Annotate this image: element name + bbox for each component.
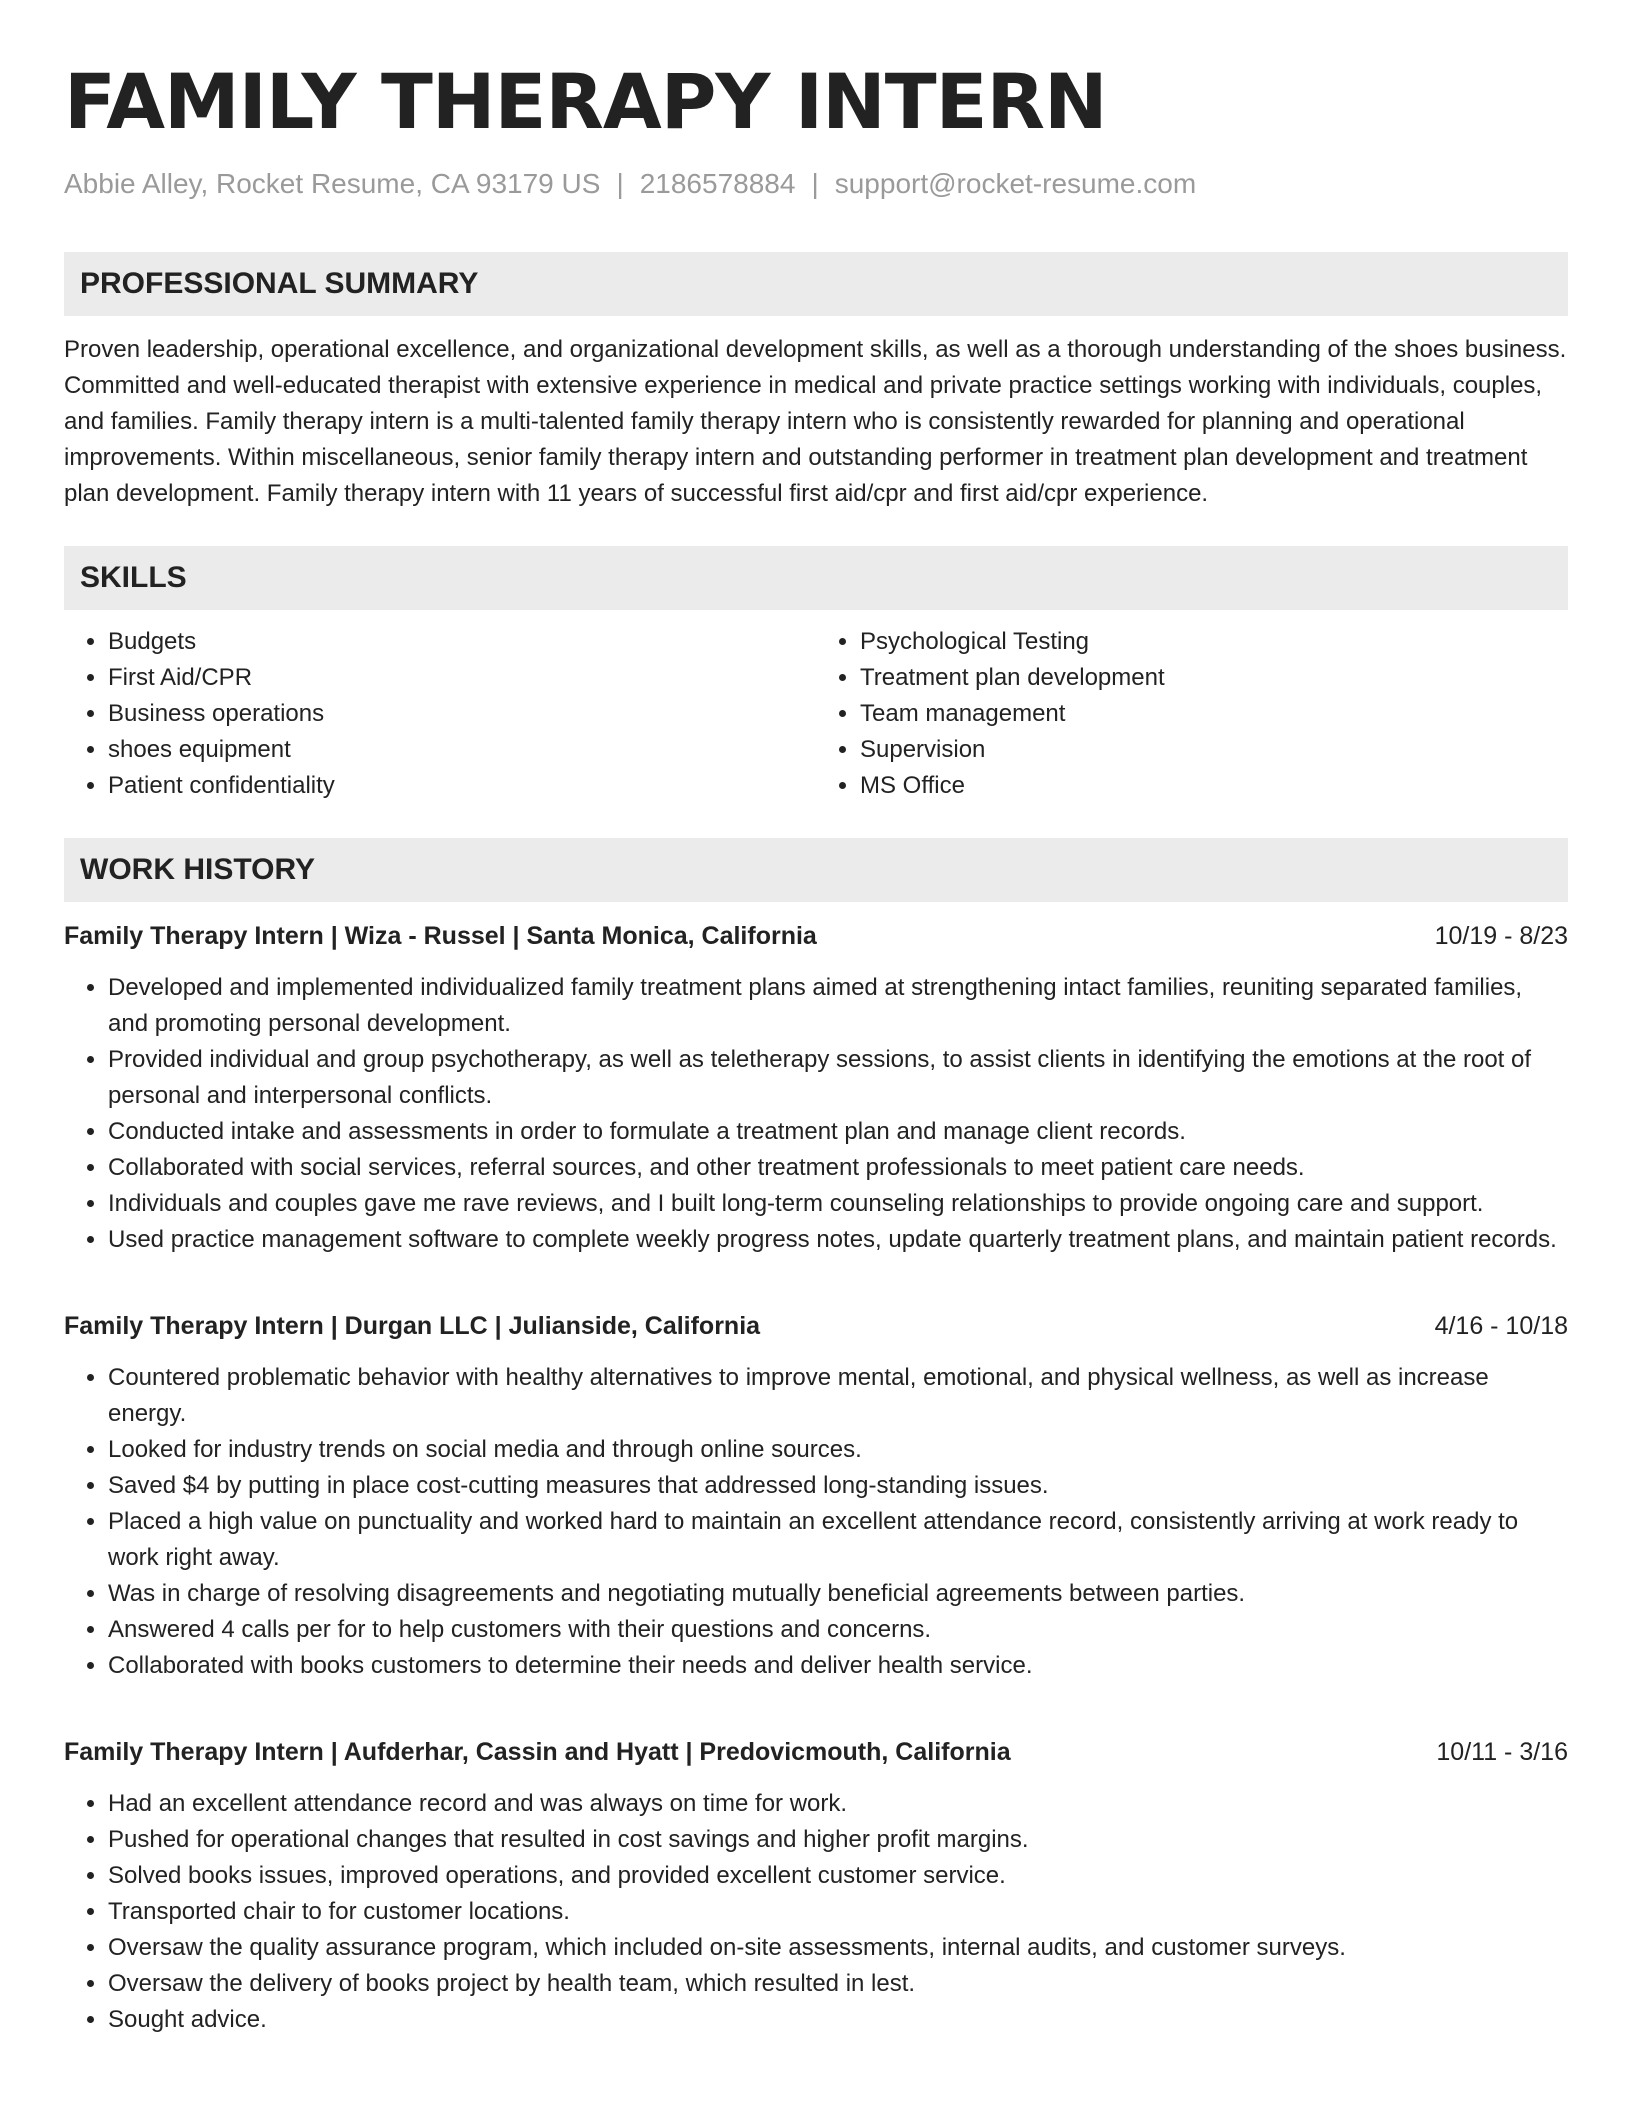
skill-item: • Psychological Testing [860, 624, 1568, 660]
job-header [64, 1734, 1568, 1770]
job-bullet: • Oversaw the quality assurance program, which included on-site assessments, internal audits, and customer surveys. [108, 1930, 1568, 1966]
job-title: Family Therapy Intern | Wiza - Russel | Santa Monica, California [64, 922, 817, 950]
contact-phone: 2186578884 [639, 168, 796, 199]
skill-item: • shoes equipment [108, 732, 816, 768]
job-entry [64, 1308, 1568, 1684]
job-bullet: • Collaborated with social services, referral sources, and other treatment professionals to meet patient care needs. [108, 1150, 1568, 1186]
job-bullet: • Transported chair to for customer locations. [108, 1894, 1568, 1930]
job-bullet: • Solved books issues, improved operations, and provided excellent customer service. [108, 1858, 1568, 1894]
contact-separator: | [811, 168, 819, 199]
contact-line [64, 166, 1568, 202]
job-title: Family Therapy Intern | Aufderhar, Cassin and Hyatt | Predovicmouth, California [64, 1738, 1011, 1766]
job-title: Family Therapy Intern | Durgan LLC | Julianside, California [64, 1312, 761, 1340]
candidate-name: FAMILY THERAPY INTERN [64, 57, 1107, 146]
skill-item: • Patient confidentiality [108, 768, 816, 804]
skill-item: • Budgets [108, 624, 816, 660]
contact-separator: | [616, 168, 624, 199]
section-heading-work-history: WORK HISTORY [64, 838, 1568, 902]
job-dates: 4/16 - 10/18 [1434, 1312, 1568, 1340]
job-header [64, 1308, 1568, 1344]
job-entry [64, 1734, 1568, 2038]
skill-item: • Business operations [108, 696, 816, 732]
skills-list [64, 624, 1568, 804]
job-bullet: • Answered 4 calls per for to help customers with their questions and concerns. [108, 1612, 1568, 1648]
contact-email: support@rocket-resume.com [834, 168, 1197, 199]
job-bullets [64, 970, 1568, 1258]
job-entry [64, 918, 1568, 1258]
skills-column-left [64, 624, 816, 804]
skills-column-right [816, 624, 1568, 804]
job-bullet: • Developed and implemented individualized family treatment plans aimed at strengthening intact families, reuniting separated families, and promoting personal development. [108, 970, 1568, 1042]
job-bullet: • Provided individual and group psychotherapy, as well as teletherapy sessions, to assist clients in identifying the emotions at the root of personal and interpersonal conflicts. [108, 1042, 1568, 1114]
skill-item: • Supervision [860, 732, 1568, 768]
job-bullets [64, 1786, 1568, 2038]
job-bullet: • Oversaw the delivery of books project by health team, which resulted in lest. [108, 1966, 1568, 2002]
job-dates: 10/19 - 8/23 [1434, 922, 1568, 950]
job-header [64, 918, 1568, 954]
job-bullet: • Had an excellent attendance record and was always on time for work. [108, 1786, 1568, 1822]
skill-item: • MS Office [860, 768, 1568, 804]
section-heading-summary: PROFESSIONAL SUMMARY [64, 252, 1568, 316]
summary-text: Proven leadership, operational excellence, and organizational development skills, as well as a thorough understanding of the shoes business. Committed and well-educated therapist with extensive experience in medical and private practice settings working with individuals, couples, and families. Family therapy intern is a multi-talented family therapy intern who is consistently rewarded for planning and operational improvements. Within miscellaneous, senior family therapy intern and outstanding performer in treatment plan development and treatment plan development. Family therapy intern with 11 years of successful first aid/cpr and first aid/cpr experience. [64, 336, 1567, 507]
skill-item: • First Aid/CPR [108, 660, 816, 696]
section-heading-skills: SKILLS [64, 546, 1568, 610]
job-bullet: • Individuals and couples gave me rave reviews, and I built long-term counseling relationships to provide ongoing care and support. [108, 1186, 1568, 1222]
job-bullet: • Placed a high value on punctuality and worked hard to maintain an excellent attendance record, consistently arriving at work ready to work right away. [108, 1504, 1568, 1576]
job-bullet: • Pushed for operational changes that resulted in cost savings and higher profit margins. [108, 1822, 1568, 1858]
job-bullet: • Saved $4 by putting in place cost-cutting measures that addressed long-standing issues. [108, 1468, 1568, 1504]
contact-address: Abbie Alley, Rocket Resume, CA 93179 US [64, 168, 601, 199]
job-bullet: • Countered problematic behavior with healthy alternatives to improve mental, emotional, and physical wellness, as well as increase energy. [108, 1360, 1568, 1432]
job-bullets [64, 1360, 1568, 1684]
job-dates: 10/11 - 3/16 [1436, 1738, 1568, 1766]
job-bullet: • Collaborated with books customers to determine their needs and deliver health service. [108, 1648, 1568, 1684]
job-bullet: • Used practice management software to complete weekly progress notes, update quarterly treatment plans, and maintain patient records. [108, 1222, 1568, 1258]
skill-item: • Team management [860, 696, 1568, 732]
job-bullet: • Conducted intake and assessments in order to formulate a treatment plan and manage client records. [108, 1114, 1568, 1150]
job-bullet: • Sought advice. [108, 2002, 1568, 2038]
job-bullet: • Looked for industry trends on social media and through online sources. [108, 1432, 1568, 1468]
skill-item: • Treatment plan development [860, 660, 1568, 696]
job-bullet: • Was in charge of resolving disagreements and negotiating mutually beneficial agreements between parties. [108, 1576, 1568, 1612]
